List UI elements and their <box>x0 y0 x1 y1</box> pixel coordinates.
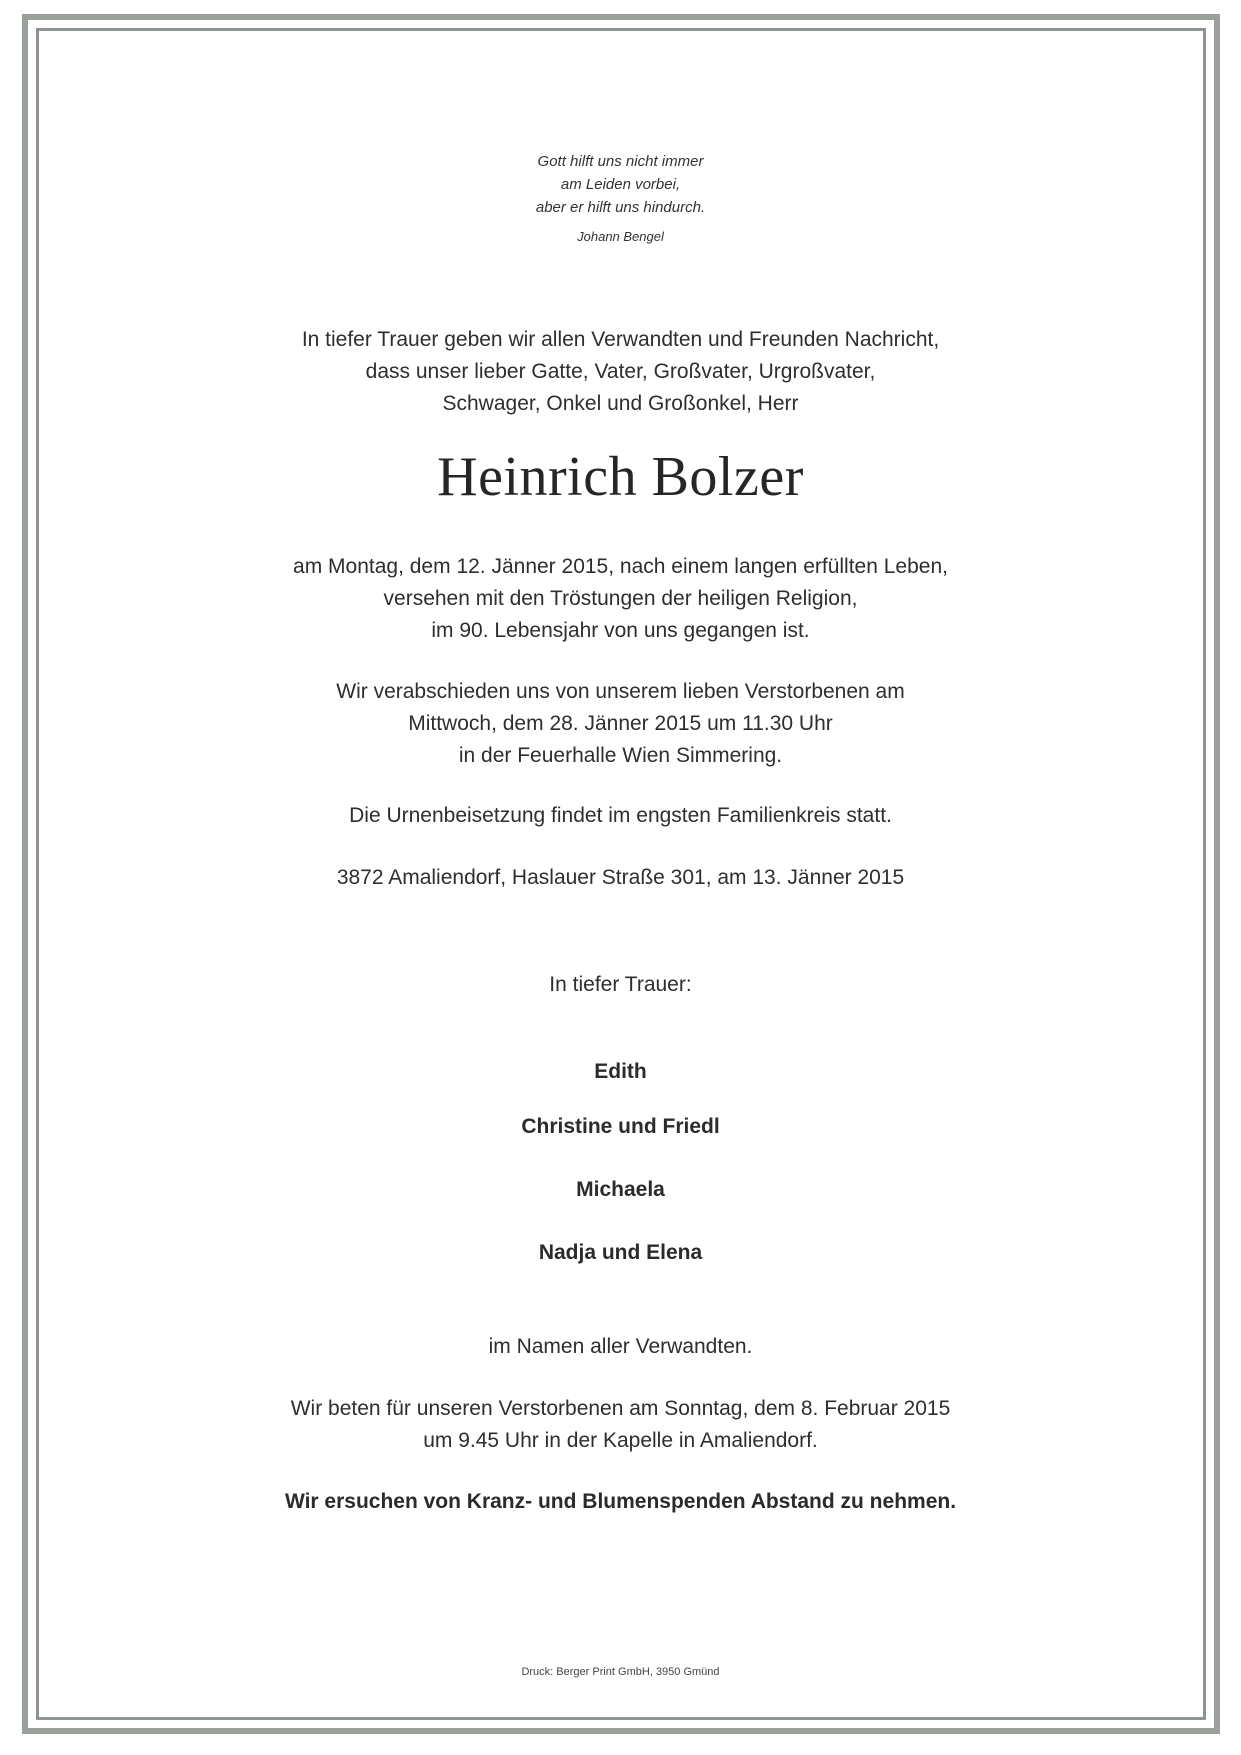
mourner-name: Nadja und Elena <box>538 1241 703 1264</box>
intro-line: In tiefer Trauer geben wir allen Verwandten und Freunden Nachricht, <box>301 328 940 351</box>
farewell-paragraph <box>0 676 1241 772</box>
quote-line: am Leiden vorbei, <box>560 176 681 193</box>
deceased-name: Heinrich Bolzer <box>437 446 804 508</box>
quote-author: Johann Bengel <box>577 229 664 244</box>
death-notice-paragraph <box>0 551 1241 647</box>
death-notice-line: versehen mit den Tröstungen der heiligen Religion, <box>383 587 858 610</box>
bible-quote <box>0 150 1241 248</box>
farewell-line: Wir verabschieden uns von unserem lieben Verstorbenen am <box>336 680 905 703</box>
quote-line: aber er hilft uns hindurch. <box>535 199 706 216</box>
prayer-line: um 9.45 Uhr in der Kapelle in Amaliendorf. <box>423 1429 818 1452</box>
mourning-heading: In tiefer Trauer: <box>549 973 692 996</box>
death-notice-line: am Montag, dem 12. Jänner 2015, nach einem langen erfüllten Leben, <box>293 555 948 578</box>
farewell-line: in der Feuerhalle Wien Simmering. <box>458 744 783 767</box>
intro-paragraph <box>0 324 1241 420</box>
mourner-name: Edith <box>594 1060 647 1083</box>
place-date: 3872 Amaliendorf, Haslauer Straße 301, am 13. Jänner 2015 <box>336 866 905 889</box>
prayer-paragraph <box>0 1393 1241 1457</box>
intro-line: Schwager, Onkel und Großonkel, Herr <box>442 392 799 415</box>
urn-note: Die Urnenbeisetzung findet im engsten Familienkreis statt. <box>349 804 892 827</box>
death-notice-line: im 90. Lebensjahr von uns gegangen ist. <box>431 619 810 642</box>
farewell-line: Mittwoch, dem 28. Jänner 2015 um 11.30 Uhr <box>408 712 833 735</box>
relatives-note: im Namen aller Verwandten. <box>488 1335 753 1358</box>
intro-line: dass unser lieber Gatte, Vater, Großvater, Urgroßvater, <box>365 360 876 383</box>
mourner-name: Christine und Friedl <box>521 1115 720 1138</box>
prayer-line: Wir beten für unseren Verstorbenen am Sonntag, dem 8. Februar 2015 <box>290 1397 951 1420</box>
quote-line: Gott hilft uns nicht immer <box>537 153 704 170</box>
donation-note: Wir ersuchen von Kranz- und Blumenspenden Abstand zu nehmen. <box>284 1490 957 1513</box>
mourner-name: Michaela <box>576 1178 665 1201</box>
printer-credit: Druck: Berger Print GmbH, 3950 Gmünd <box>521 1666 720 1678</box>
